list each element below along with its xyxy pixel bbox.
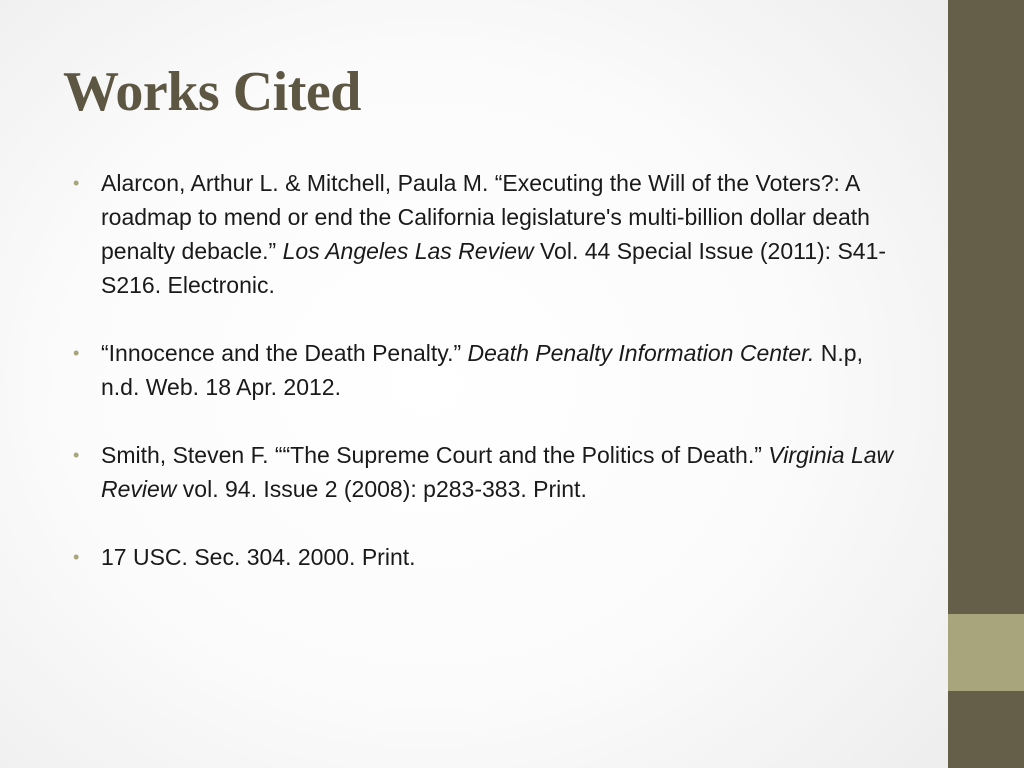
reference-item-usc <box>73 540 903 574</box>
reference-item-alarcon <box>73 166 903 302</box>
reference-source: Virginia Law Review <box>101 442 894 502</box>
reference-text: 17 USC. Sec. 304. 2000. Print. <box>101 544 416 570</box>
reference-details: vol. 94. Issue 2 (2008): p283-383. Print. <box>176 476 587 502</box>
sidebar-accent-block <box>948 614 1024 691</box>
reference-text: Smith, Steven F. ““The Supreme Court and the Politics of Death.” <box>101 442 769 468</box>
bullet-icon: • <box>73 445 80 465</box>
slide-title: Works Cited <box>63 61 361 123</box>
bullet-icon: • <box>73 173 80 193</box>
reference-item-innocence <box>73 336 903 404</box>
reference-source: Los Angeles Las Review <box>282 238 534 264</box>
reference-text: Alarcon, Arthur L. & Mitchell, Paula M. “Executing the Will of the Voters?: A roadmap to mend or end the California legislature's multi-billion dollar death penalty debacle.” <box>101 170 870 264</box>
reference-item-smith <box>73 438 903 506</box>
bullet-icon: • <box>73 547 80 567</box>
reference-text: “Innocence and the Death Penalty.” <box>101 340 468 366</box>
works-cited-list <box>73 166 903 574</box>
reference-source: Death Penalty Information Center. <box>467 340 815 366</box>
bullet-icon: • <box>73 343 80 363</box>
reference-details: Vol. 44 Special Issue (2011): S41-S216. Electronic. <box>101 238 887 298</box>
reference-details: N.p, n.d. Web. 18 Apr. 2012. <box>101 340 863 400</box>
